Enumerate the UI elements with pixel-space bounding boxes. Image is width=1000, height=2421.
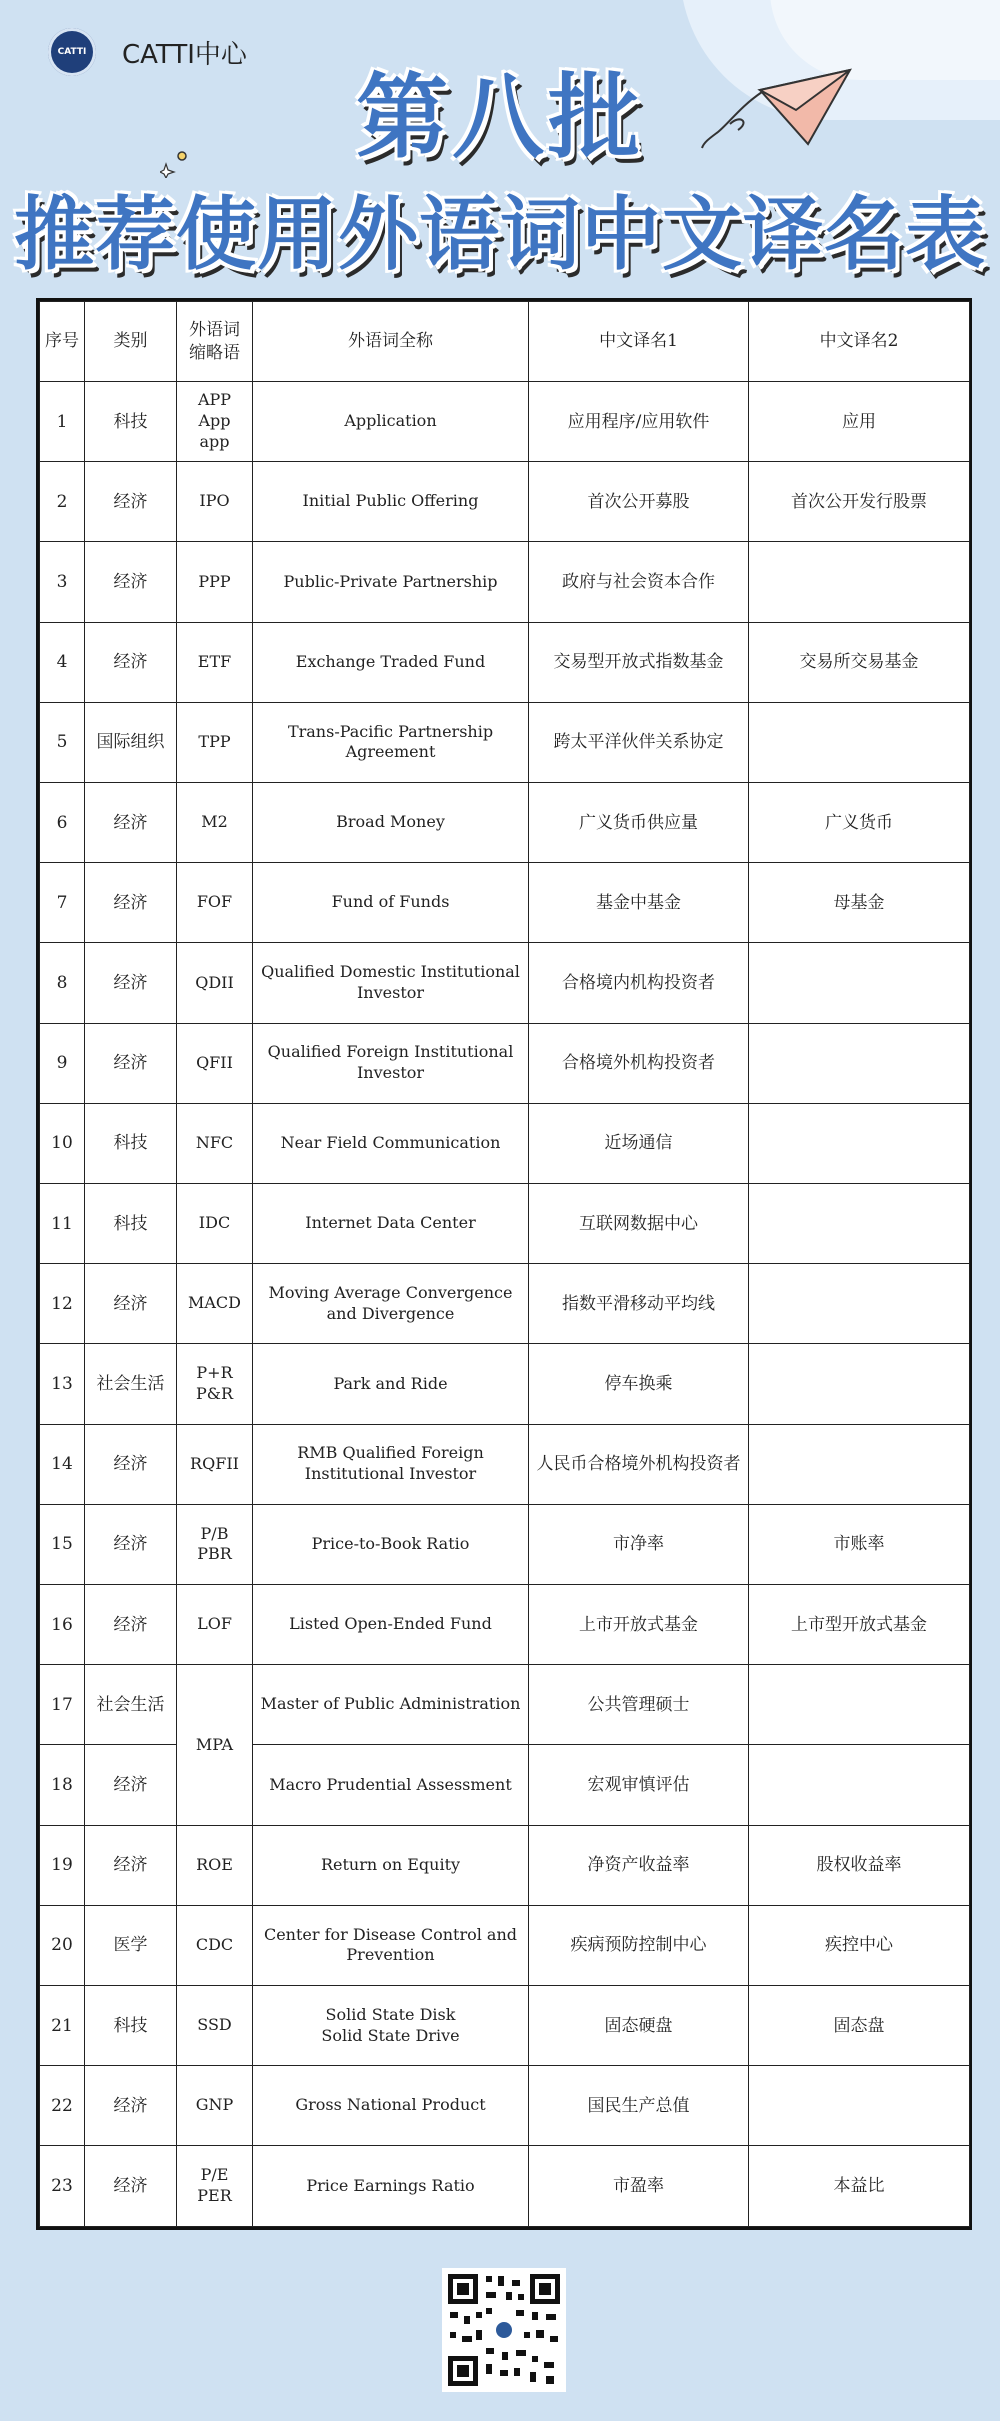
cell-abbreviation: P+R P&R — [177, 1344, 253, 1424]
cell-chinese-name-1: 公共管理硕士 — [529, 1665, 749, 1745]
cell-category: 经济 — [85, 2146, 177, 2227]
cell-full-name: Internet Data Center — [253, 1184, 529, 1264]
cell-chinese-name-2: 本益比 — [749, 2146, 970, 2227]
cell-chinese-name-2 — [749, 1184, 970, 1264]
table-row — [40, 1264, 970, 1344]
cell-full-name: Fund of Funds — [253, 863, 529, 943]
cell-abbreviation: ETF — [177, 622, 253, 702]
cell-abbreviation: IDC — [177, 1184, 253, 1264]
cell-category: 经济 — [85, 863, 177, 943]
table-row — [40, 1905, 970, 1985]
table-header-row — [40, 302, 970, 382]
cell-no: 20 — [40, 1905, 85, 1985]
cell-full-name: Broad Money — [253, 783, 529, 863]
cell-abbreviation: PPP — [177, 542, 253, 622]
cell-chinese-name-1: 首次公开募股 — [529, 462, 749, 542]
cell-chinese-name-1: 宏观审慎评估 — [529, 1745, 749, 1825]
table-row — [40, 1023, 970, 1103]
cell-category: 经济 — [85, 1745, 177, 1825]
cell-chinese-name-2: 疾控中心 — [749, 1905, 970, 1985]
cell-chinese-name-2: 首次公开发行股票 — [749, 462, 970, 542]
header-chinese-name-2: 中文译名2 — [749, 302, 970, 382]
cell-category: 经济 — [85, 1264, 177, 1344]
table-row — [40, 1103, 970, 1183]
cell-chinese-name-1: 上市开放式基金 — [529, 1585, 749, 1665]
cell-abbreviation: FOF — [177, 863, 253, 943]
cell-abbreviation: SSD — [177, 1986, 253, 2066]
cell-category: 经济 — [85, 1825, 177, 1905]
table-row — [40, 1504, 970, 1584]
cell-full-name: Qualified Domestic Institutional Investor — [253, 943, 529, 1023]
table-row — [40, 702, 970, 782]
cell-full-name: Center for Disease Control and Prevention — [253, 1905, 529, 1985]
cell-abbreviation: P/E PER — [177, 2146, 253, 2227]
cell-chinese-name-2 — [749, 1745, 970, 1825]
table-row — [40, 542, 970, 622]
table-row — [40, 1424, 970, 1504]
cell-full-name: Gross National Product — [253, 2066, 529, 2146]
cell-no: 19 — [40, 1825, 85, 1905]
cell-chinese-name-1: 人民币合格境外机构投资者 — [529, 1424, 749, 1504]
cell-category: 经济 — [85, 1504, 177, 1584]
cell-chinese-name-2 — [749, 1264, 970, 1344]
cell-chinese-name-2 — [749, 1103, 970, 1183]
cell-chinese-name-1: 合格境内机构投资者 — [529, 943, 749, 1023]
cell-no: 17 — [40, 1665, 85, 1745]
translation-table — [36, 298, 972, 2230]
header-full-name: 外语词全称 — [253, 302, 529, 382]
cell-chinese-name-1: 政府与社会资本合作 — [529, 542, 749, 622]
cell-abbreviation: GNP — [177, 2066, 253, 2146]
cell-full-name: Application — [253, 382, 529, 462]
cell-no: 18 — [40, 1745, 85, 1825]
cell-no: 9 — [40, 1023, 85, 1103]
cell-chinese-name-1: 市净率 — [529, 1504, 749, 1584]
table-row — [40, 1825, 970, 1905]
cell-chinese-name-1: 市盈率 — [529, 2146, 749, 2227]
cell-chinese-name-2: 广义货币 — [749, 783, 970, 863]
cell-no: 21 — [40, 1986, 85, 2066]
cell-chinese-name-2 — [749, 1424, 970, 1504]
cell-full-name: Trans-Pacific Partnership Agreement — [253, 702, 529, 782]
cell-full-name: Park and Ride — [253, 1344, 529, 1424]
logo-text: CATTI中心 — [122, 39, 247, 70]
cell-full-name: Price Earnings Ratio — [253, 2146, 529, 2227]
cell-full-name: Near Field Communication — [253, 1103, 529, 1183]
cell-category: 经济 — [85, 943, 177, 1023]
cell-category: 社会生活 — [85, 1665, 177, 1745]
cell-category: 社会生活 — [85, 1344, 177, 1424]
cell-full-name: RMB Qualified Foreign Institutional Investor — [253, 1424, 529, 1504]
cell-chinese-name-2: 应用 — [749, 382, 970, 462]
cell-chinese-name-2 — [749, 542, 970, 622]
cell-chinese-name-2: 母基金 — [749, 863, 970, 943]
cell-no: 22 — [40, 2066, 85, 2146]
cell-abbreviation: TPP — [177, 702, 253, 782]
qr-code-icon — [442, 2268, 566, 2392]
cell-category: 经济 — [85, 622, 177, 702]
cell-abbreviation: NFC — [177, 1103, 253, 1183]
cell-abbreviation: M2 — [177, 783, 253, 863]
cell-abbreviation: CDC — [177, 1905, 253, 1985]
cell-no: 10 — [40, 1103, 85, 1183]
cell-chinese-name-1: 基金中基金 — [529, 863, 749, 943]
cell-chinese-name-2 — [749, 1665, 970, 1745]
table-row — [40, 1184, 970, 1264]
logo-badge-text: CATTI — [57, 47, 87, 57]
cell-abbreviation: MPA — [177, 1665, 253, 1825]
cell-chinese-name-2 — [749, 1023, 970, 1103]
cell-full-name: Listed Open-Ended Fund — [253, 1585, 529, 1665]
cell-chinese-name-1: 固态硬盘 — [529, 1986, 749, 2066]
cell-abbreviation: RQFII — [177, 1424, 253, 1504]
cell-full-name: Public-Private Partnership — [253, 542, 529, 622]
cell-abbreviation: QDII — [177, 943, 253, 1023]
cell-full-name: Qualified Foreign Institutional Investor — [253, 1023, 529, 1103]
header-abbreviation: 外语词 缩略语 — [177, 302, 253, 382]
cell-category: 医学 — [85, 1905, 177, 1985]
cell-no: 14 — [40, 1424, 85, 1504]
cell-no: 15 — [40, 1504, 85, 1584]
page-title-line1: 第八批 — [355, 64, 644, 171]
cell-chinese-name-1: 国民生产总值 — [529, 2066, 749, 2146]
cell-category: 经济 — [85, 462, 177, 542]
cell-chinese-name-1: 合格境外机构投资者 — [529, 1023, 749, 1103]
cell-category: 科技 — [85, 382, 177, 462]
cell-full-name: Master of Public Administration — [253, 1665, 529, 1745]
cell-full-name: Solid State Disk Solid State Drive — [253, 1986, 529, 2066]
cell-chinese-name-2: 固态盘 — [749, 1986, 970, 2066]
cell-full-name: Return on Equity — [253, 1825, 529, 1905]
table-row — [40, 382, 970, 462]
cell-abbreviation: IPO — [177, 462, 253, 542]
table-row — [40, 943, 970, 1023]
cell-chinese-name-2: 交易所交易基金 — [749, 622, 970, 702]
cell-no: 2 — [40, 462, 85, 542]
cell-chinese-name-1: 近场通信 — [529, 1103, 749, 1183]
cell-category: 科技 — [85, 1103, 177, 1183]
cell-abbreviation: APP App app — [177, 382, 253, 462]
cell-chinese-name-1: 停车换乘 — [529, 1344, 749, 1424]
cell-category: 经济 — [85, 1585, 177, 1665]
cell-chinese-name-1: 指数平滑移动平均线 — [529, 1264, 749, 1344]
header-no: 序号 — [40, 302, 85, 382]
cell-chinese-name-2 — [749, 943, 970, 1023]
cell-category: 经济 — [85, 1424, 177, 1504]
cell-full-name: Moving Average Convergence and Divergence — [253, 1264, 529, 1344]
cell-no: 23 — [40, 2146, 85, 2227]
cell-full-name: Initial Public Offering — [253, 462, 529, 542]
cell-no: 13 — [40, 1344, 85, 1424]
cell-chinese-name-2 — [749, 1344, 970, 1424]
table-row — [40, 783, 970, 863]
cell-category: 科技 — [85, 1986, 177, 2066]
cell-no: 8 — [40, 943, 85, 1023]
cell-no: 3 — [40, 542, 85, 622]
cell-full-name: Price-to-Book Ratio — [253, 1504, 529, 1584]
cell-abbreviation: P/B PBR — [177, 1504, 253, 1584]
table-row — [40, 863, 970, 943]
table-row — [40, 622, 970, 702]
cell-no: 1 — [40, 382, 85, 462]
cell-no: 12 — [40, 1264, 85, 1344]
cell-chinese-name-1: 净资产收益率 — [529, 1825, 749, 1905]
cell-chinese-name-2 — [749, 702, 970, 782]
table-row — [40, 1585, 970, 1665]
cell-category: 经济 — [85, 783, 177, 863]
cell-chinese-name-1: 跨太平洋伙伴关系协定 — [529, 702, 749, 782]
cell-no: 16 — [40, 1585, 85, 1665]
cell-chinese-name-2: 股权收益率 — [749, 1825, 970, 1905]
cell-full-name: Macro Prudential Assessment — [253, 1745, 529, 1825]
cell-no: 7 — [40, 863, 85, 943]
cell-abbreviation: QFII — [177, 1023, 253, 1103]
cell-chinese-name-2 — [749, 2066, 970, 2146]
cell-chinese-name-1: 疾病预防控制中心 — [529, 1905, 749, 1985]
cell-chinese-name-1: 交易型开放式指数基金 — [529, 622, 749, 702]
cell-full-name: Exchange Traded Fund — [253, 622, 529, 702]
table-row — [40, 1665, 970, 1745]
cell-no: 6 — [40, 783, 85, 863]
header-category: 类别 — [85, 302, 177, 382]
cell-no: 5 — [40, 702, 85, 782]
cell-abbreviation: LOF — [177, 1585, 253, 1665]
cell-chinese-name-2: 上市型开放式基金 — [749, 1585, 970, 1665]
cell-category: 经济 — [85, 542, 177, 622]
table-row — [40, 462, 970, 542]
table-row — [40, 1986, 970, 2066]
cell-abbreviation: ROE — [177, 1825, 253, 1905]
cell-abbreviation: MACD — [177, 1264, 253, 1344]
table-row — [40, 2146, 970, 2227]
page-title-line2: 推荐使用外语词中文译名表 — [14, 188, 986, 281]
cell-no: 11 — [40, 1184, 85, 1264]
header-chinese-name-1: 中文译名1 — [529, 302, 749, 382]
cell-chinese-name-1: 广义货币供应量 — [529, 783, 749, 863]
cell-chinese-name-1: 互联网数据中心 — [529, 1184, 749, 1264]
cell-chinese-name-2: 市账率 — [749, 1504, 970, 1584]
table-row — [40, 2066, 970, 2146]
cell-category: 经济 — [85, 1023, 177, 1103]
cell-no: 4 — [40, 622, 85, 702]
table-row — [40, 1344, 970, 1424]
cell-chinese-name-1: 应用程序/应用软件 — [529, 382, 749, 462]
cell-category: 经济 — [85, 2066, 177, 2146]
cell-category: 国际组织 — [85, 702, 177, 782]
cell-category: 科技 — [85, 1184, 177, 1264]
